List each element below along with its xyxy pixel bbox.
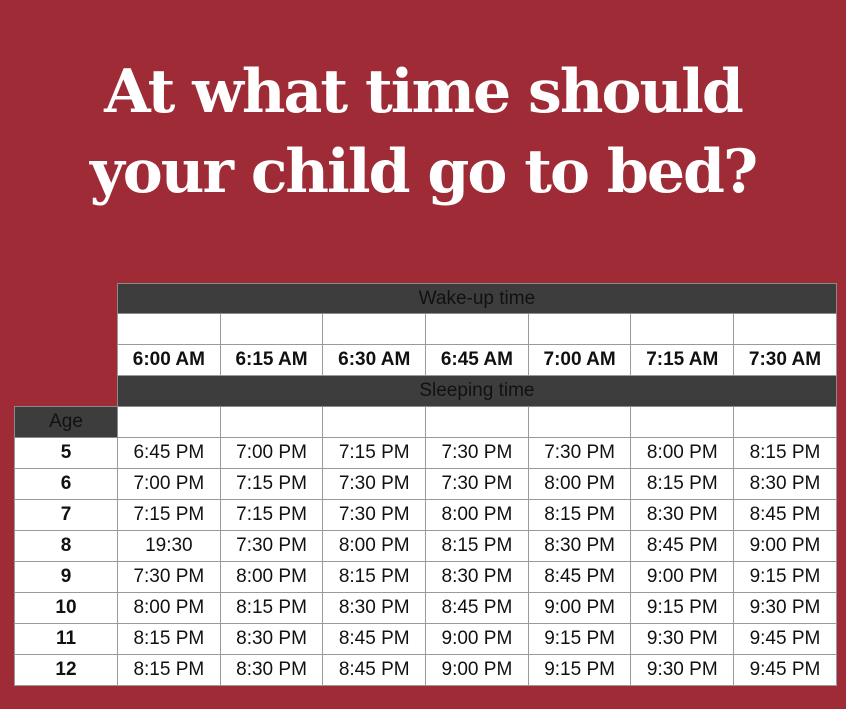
bedtime-cell: 8:00 PM [528,468,631,499]
bedtime-cell: 9:00 PM [426,623,529,654]
bedtime-cell: 9:45 PM [734,654,837,685]
wake-time-cell: 7:15 AM [631,345,734,376]
bedtime-cell: 19:30 [118,530,221,561]
bedtime-cell: 7:30 PM [528,437,631,468]
bedtime-table [14,283,837,686]
bedtime-cell: 9:30 PM [734,592,837,623]
bedtime-cell: 8:15 PM [118,654,221,685]
bedtime-cell: 8:30 PM [734,468,837,499]
bedtime-cell: 8:00 PM [323,530,426,561]
bedtime-cell: 7:30 PM [118,561,221,592]
bedtime-cell: 7:00 PM [118,468,221,499]
bedtime-cell: 9:30 PM [631,654,734,685]
age-cell: 12 [15,654,118,685]
bedtime-cell: 9:00 PM [426,654,529,685]
sleep-banner-row [15,376,837,407]
bedtime-cell: 7:30 PM [323,499,426,530]
age-header-row [15,406,837,437]
title-line-1: At what time should [104,57,742,127]
table-row [15,530,837,561]
bedtime-cell: 9:00 PM [631,561,734,592]
table-row [15,654,837,685]
bedtime-cell: 8:45 PM [528,561,631,592]
bedtime-cell: 8:45 PM [323,623,426,654]
bedtime-cell: 8:00 PM [631,437,734,468]
bedtime-cell: 8:45 PM [426,592,529,623]
bedtime-cell: 8:15 PM [426,530,529,561]
bedtime-cell: 6:45 PM [118,437,221,468]
bedtime-cell: 8:15 PM [220,592,323,623]
bedtime-cell: 7:30 PM [220,530,323,561]
bedtime-cell: 8:00 PM [220,561,323,592]
bedtime-cell: 8:00 PM [118,592,221,623]
sleeping-time-banner: Sleeping time [118,376,837,407]
bedtime-cell: 8:30 PM [323,592,426,623]
table-row [15,561,837,592]
table-row [15,437,837,468]
blank-row [15,314,837,345]
wake-time-cell: 6:30 AM [323,345,426,376]
bedtime-cell: 8:15 PM [528,499,631,530]
wake-time-cell: 6:00 AM [118,345,221,376]
bedtime-cell: 8:30 PM [631,499,734,530]
bedtime-cell: 7:30 PM [426,437,529,468]
title-line-2: your child go to bed? [89,137,757,207]
age-cell: 7 [15,499,118,530]
bedtime-cell: 9:00 PM [734,530,837,561]
bedtime-cell: 8:30 PM [220,623,323,654]
bedtime-cell: 8:00 PM [426,499,529,530]
bedtime-cell: 9:30 PM [631,623,734,654]
wake-times-row [15,345,837,376]
bedtime-cell: 7:15 PM [323,437,426,468]
bedtime-cell: 7:30 PM [426,468,529,499]
bedtime-cell: 8:15 PM [734,437,837,468]
wake-time-cell: 7:30 AM [734,345,837,376]
bedtime-cell: 8:30 PM [220,654,323,685]
age-header: Age [15,406,118,437]
age-cell: 11 [15,623,118,654]
bedtime-cell: 7:00 PM [220,437,323,468]
bedtime-cell: 8:15 PM [323,561,426,592]
bedtime-cell: 8:45 PM [734,499,837,530]
bedtime-cell: 8:30 PM [528,530,631,561]
bedtime-cell: 9:45 PM [734,623,837,654]
bedtime-cell: 9:00 PM [528,592,631,623]
bedtime-cell: 8:15 PM [631,468,734,499]
bedtime-cell: 8:45 PM [323,654,426,685]
bedtime-cell: 8:45 PM [631,530,734,561]
wake-banner-row [15,284,837,314]
page-title [0,52,846,212]
bedtime-cell: 7:30 PM [323,468,426,499]
bedtime-cell: 7:15 PM [118,499,221,530]
age-cell: 9 [15,561,118,592]
bedtime-cell: 9:15 PM [631,592,734,623]
bedtime-cell: 9:15 PM [734,561,837,592]
bedtime-cell: 9:15 PM [528,654,631,685]
age-cell: 6 [15,468,118,499]
bedtime-cell: 7:15 PM [220,499,323,530]
bedtime-cell: 9:15 PM [528,623,631,654]
wake-time-cell: 6:45 AM [426,345,529,376]
bedtime-cell: 8:30 PM [426,561,529,592]
age-cell: 10 [15,592,118,623]
table-row [15,592,837,623]
wake-up-banner: Wake-up time [118,284,837,314]
age-cell: 5 [15,437,118,468]
table-row [15,623,837,654]
wake-time-cell: 6:15 AM [220,345,323,376]
age-cell: 8 [15,530,118,561]
bedtime-cell: 8:15 PM [118,623,221,654]
table-row [15,468,837,499]
table-row [15,499,837,530]
wake-time-cell: 7:00 AM [528,345,631,376]
bedtime-cell: 7:15 PM [220,468,323,499]
